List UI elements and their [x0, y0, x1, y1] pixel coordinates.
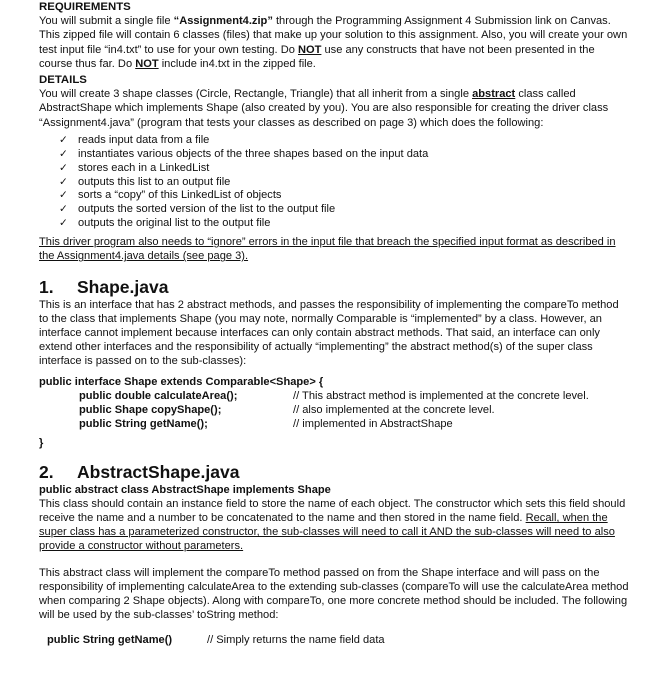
requirements-heading: REQUIREMENTS — [39, 1, 131, 13]
checkmark-icon: ✓ — [59, 161, 68, 174]
list-item: ✓ instantiates various objects of the three shapes based on the input data — [59, 147, 429, 160]
section-number: 1. — [39, 276, 54, 297]
section-number: 2. — [39, 461, 54, 482]
list-item: ✓ stores each in a LinkedList — [59, 161, 210, 174]
driver-note: This driver program also needs to “ignore” errors in the input file that breach the specified input format as described in the Assignment4.java details (see page 3). — [39, 236, 616, 263]
text-run: class called AbstractShape which implements Shape (also created by you). You are also responsible for creating the driver class “Assignment4.java” (program that tests your classes as described on page 3) which does the following: — [39, 88, 609, 129]
checkmark-icon: ✓ — [59, 189, 68, 202]
list-item: ✓ outputs the original list to the output file — [59, 217, 271, 230]
method-comment: // Simply returns the name field data — [207, 634, 385, 647]
checkmark-icon: ✓ — [59, 147, 68, 160]
text-run: through the Programming Assignment 4 Submission link on Canvas. This zipped file will contain 6 classes (files) that make up your solution to this assignment. Also, you will create your own test input file “in4.txt” to use for your own testing. Do — [39, 15, 628, 56]
interface-declaration: public interface Shape extends Comparable<Shape> { — [39, 375, 324, 388]
section-1-paragraph: This is an interface that has 2 abstract methods, and passes the responsibility of implementing the compareTo method to the class that implements Shape (you may note, normally Comparable is “implemented” by a class. However, an interface cannot implement because interfaces can only contain abstract methods. That said, an interface can only extend other interfaces and the responsibility of actually “implementing” the abstract method(s) of the super class interface is passed on to the sub-classes): — [39, 298, 619, 368]
details-heading: DETAILS — [39, 74, 87, 87]
checkmark-icon: ✓ — [59, 203, 68, 216]
driver-checklist — [59, 134, 629, 231]
list-item: ✓ outputs the sorted version of the list to the output file — [59, 203, 336, 216]
class-declaration: public abstract class AbstractShape implements Shape — [39, 483, 331, 496]
checkmark-icon: ✓ — [59, 217, 68, 230]
section-title: AbstractShape.java — [77, 461, 240, 482]
document — [39, 0, 629, 648]
section-1-heading — [39, 276, 629, 298]
text-run: You will submit a single file — [39, 15, 174, 28]
code-row: public double calculateArea(); // This abstract method is implemented at the concrete level. — [79, 389, 589, 402]
list-item: ✓ outputs this list to an output file — [59, 175, 231, 188]
text-run: use any constructs that have not been presented in the course thus far. Do — [39, 43, 595, 70]
list-item: ✓ sorts a “copy” of this LinkedList of objects — [59, 189, 282, 202]
code-row: public String getName(); // implemented in AbstractShape — [79, 418, 453, 431]
section-2-paragraph-2: This abstract class will implement the compareTo method passed on from the Shape interface and will pass on the responsibility of implementing calculateArea to the extending sub-classes (compareTo will use the calculateArea method when comparing 2 Shape objects). Along with compareTo, one more concrete method should be included. The following will be used by the sub-classes’ toString method: — [39, 566, 629, 622]
zip-filename: “Assignment4.zip” — [173, 15, 273, 28]
section-title: Shape.java — [77, 276, 169, 297]
interface-close-brace: } — [39, 437, 44, 450]
emphasis-not: NOT — [297, 43, 322, 56]
emphasis-not: NOT — [135, 57, 159, 70]
text-run: You will create 3 shape classes (Circle, Rectangle, Triangle) that all inherit from a single — [39, 88, 473, 101]
section-2-paragraph-1 — [39, 497, 629, 554]
code-row: public Shape copyShape(); // also implemented at the concrete level. — [79, 404, 495, 416]
method-signature: public String getName() — [47, 634, 173, 647]
underlined-note: Recall, when the super class has a parameterized constructor, the sub-classes will need to call it AND the sub-classes will need to also provide a constructor without parameters. — [39, 512, 615, 553]
emphasis-abstract: abstract — [472, 88, 516, 101]
details-paragraph — [39, 87, 629, 130]
text-run: include in4.txt in the zipped file. — [158, 57, 316, 70]
checkmark-icon: ✓ — [59, 133, 68, 146]
text-run: This class should contain an instance field to store the name of each object. The constructor which sets this field should receive the name and a number to be concatenated to the name and then stored in the name field. — [39, 497, 626, 525]
list-item: ✓ reads input data from a file — [59, 133, 210, 146]
section-2-heading — [39, 461, 629, 483]
method-row — [39, 633, 629, 647]
requirements-paragraph — [39, 14, 629, 71]
checkmark-icon: ✓ — [59, 175, 68, 188]
